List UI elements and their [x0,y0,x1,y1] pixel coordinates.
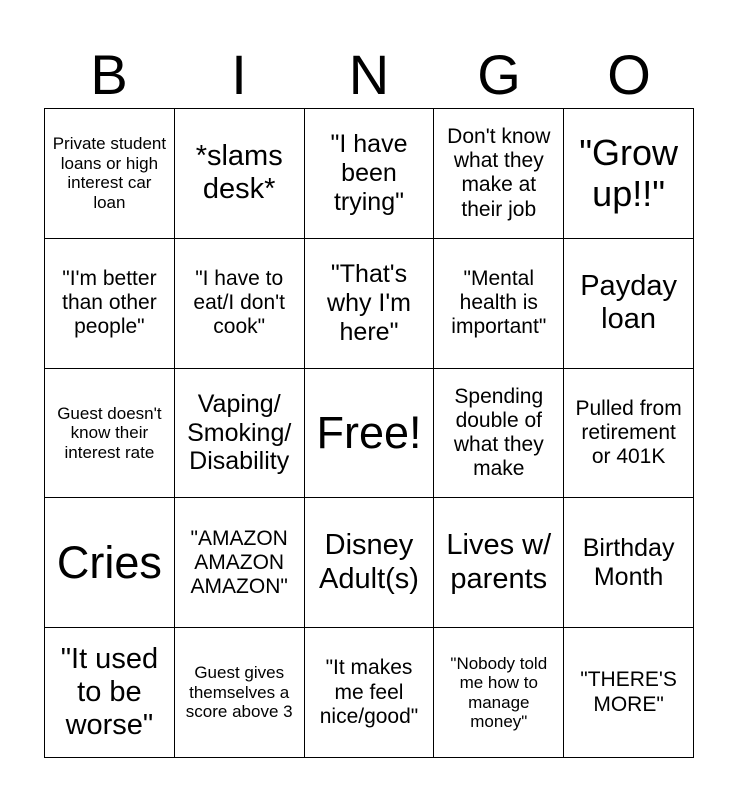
cell-text: Guest doesn't know their interest rate [57,403,162,462]
bingo-cell-r2-c3[interactable] [305,239,435,369]
bingo-cell-r4-c2[interactable] [175,498,305,628]
bingo-cell-r1-c3[interactable] [305,109,435,239]
header-letter-n: N [348,43,390,106]
cell-text: Vaping/ Smoking/ Disability [187,389,292,476]
cell-text: "I have to eat/I don't cook" [193,266,285,339]
bingo-cell-r5-c2[interactable] [175,628,305,758]
bingo-cell-r2-c1[interactable] [45,239,175,369]
header-letter-i: I [231,43,247,106]
cell-text: Lives w/ parents [446,529,552,595]
bingo-cell-r4-c3[interactable] [305,498,435,628]
cell-text: "That's why I'm here" [327,260,411,346]
cell-text: "AMAZON AMAZON AMAZON" [190,526,288,598]
bingo-cell-r1-c4[interactable] [434,109,564,239]
bingo-cell-r4-c4[interactable] [434,498,564,628]
cell-text: "I'm better than other people" [62,266,157,339]
bingo-cell-r3-c2[interactable] [175,369,305,499]
cell-text: Guest gives themselves a score above 3 [185,663,293,722]
cell-text: Birthday Month [582,534,675,591]
header-letter-g: G [477,43,521,106]
cell-text: *slams desk* [195,140,283,206]
bingo-cell-r4-c1[interactable] [45,498,175,628]
bingo-cell-r3-c5[interactable] [564,369,694,499]
cell-text: Payday loan [580,269,677,336]
bingo-board [44,108,694,758]
bingo-header [44,44,694,106]
cell-text: "Nobody told me how to manage money" [450,653,548,732]
bingo-cell-r1-c1[interactable] [45,109,175,239]
free-space-text: Free! [316,407,422,459]
bingo-cell-free[interactable] [305,369,435,499]
cell-text: Don't know what they make at their job [447,125,551,221]
cell-text: Spending double of what they make [453,384,544,481]
bingo-cell-r2-c4[interactable] [434,239,564,369]
cell-text: "It makes me feel nice/good" [319,656,419,728]
cell-text: Private student loans or high interest car loan [52,134,167,212]
bingo-cell-r2-c5[interactable] [564,239,694,369]
bingo-cell-r5-c5[interactable] [564,628,694,758]
cell-text: "THERE'S MORE" [580,668,677,716]
cell-text: "Grow up!!" [579,132,678,215]
header-letter-o: O [607,43,651,106]
cell-text: "It used to be worse" [60,642,159,742]
cell-text: Pulled from retirement or 401K [575,396,682,469]
cell-text: "Mental health is important" [451,266,547,339]
cell-text: "I have been trying" [330,130,408,216]
bingo-cell-r4-c5[interactable] [564,498,694,628]
bingo-cell-r5-c3[interactable] [305,628,435,758]
bingo-cell-r5-c4[interactable] [434,628,564,758]
bingo-cell-r1-c2[interactable] [175,109,305,239]
bingo-cell-r2-c2[interactable] [175,239,305,369]
cell-text: Cries [56,536,162,588]
cell-text: Disney Adult(s) [319,529,419,595]
header-letter-b: B [90,43,128,106]
bingo-cell-r5-c1[interactable] [45,628,175,758]
bingo-cell-r3-c1[interactable] [45,369,175,499]
bingo-cell-r1-c5[interactable] [564,109,694,239]
bingo-cell-r3-c4[interactable] [434,369,564,499]
